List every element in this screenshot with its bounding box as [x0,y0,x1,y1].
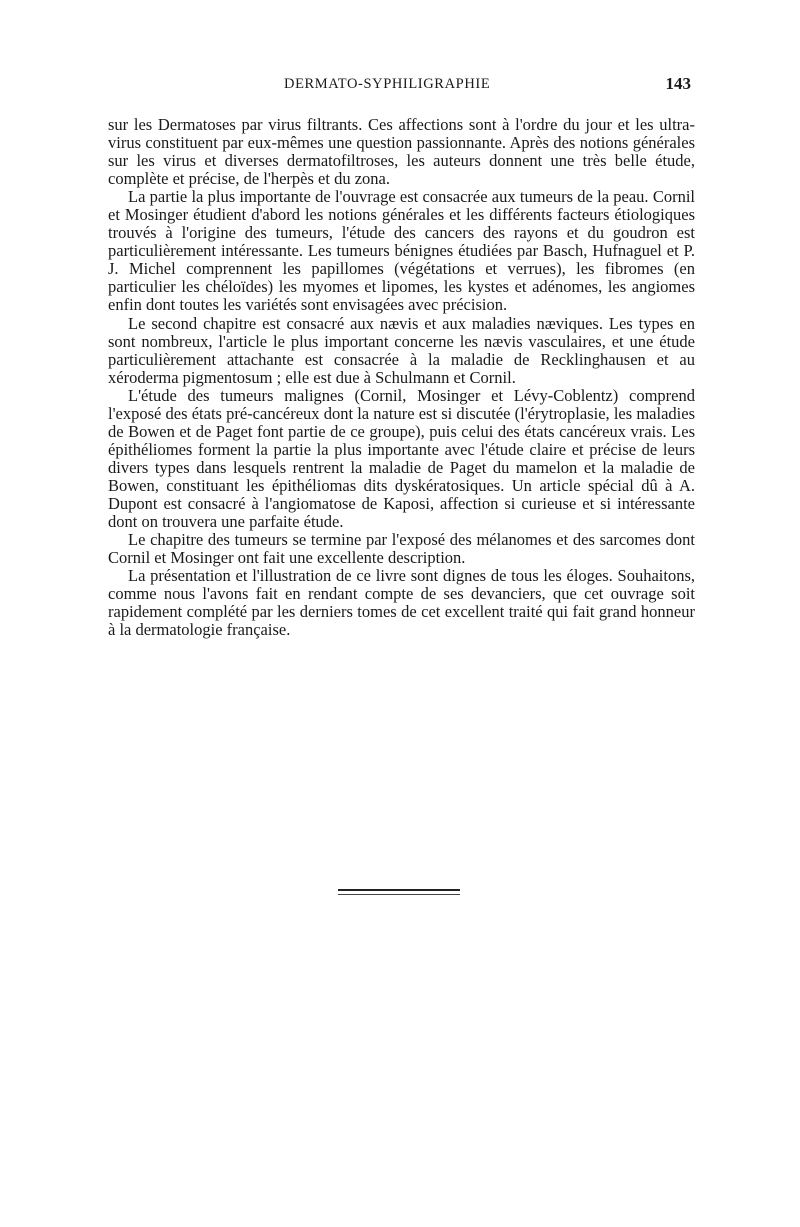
paragraph-2: La partie la plus importante de l'ouvrage est consacrée aux tumeurs de la peau. Cornil et Mosinger étudient d'abord les notions générales et les différents facteurs étiologiques trouvés à l'origine des tumeurs, l'étude des cancers des rayons et du goudron est particulièrement intéressante. Les tumeurs bénignes étudiées par Basch, Hufnaguel et P. J. Michel comprennent les papillomes (végétations et verrues), les fibromes (en particulier les chéloïdes) les myomes et lipomes, les kystes et adénomes, les angiomes enfin dont toutes les variétés sont envisagées avec précision. [108,187,695,315]
paragraph-3: Le second chapitre est consacré aux nævis et aux maladies næviques. Les types en sont nombreux, l'article le plus important concerne les nævis vasculaires, et une étude particulièrement attachante est consacrée à la maladie de Recklinghausen et au xéroderma pigmentosum ; elle est due à Schulmann et Cornil. [108,313,695,387]
paragraph-6: La présentation et l'illustration de ce livre sont dignes de tous les éloges. Souhaitons, comme nous l'avons fait en rendant compte de ses devanciers, que cet ouvrage soit rapidement complété par les derniers tomes de cet excellent traité qui fait grand honneur à la dermatologie française. [108,566,695,640]
paragraph-5: Le chapitre des tumeurs se termine par l'exposé des mélanomes et des sarcomes dont Cornil et Mosinger ont fait une excellente description. [108,530,695,568]
page-number: 143 [665,74,691,93]
running-title: DERMATO-SYPHILIGRAPHIE [284,76,491,92]
body-text [108,116,695,639]
section-end-rule [338,889,460,891]
running-head [108,74,695,100]
paragraph-1: sur les Dermatoses par virus filtrants. Ces affections sont à l'ordre du jour et les ultra-virus constituent par eux-mêmes une question passionnante. Après des notions générales sur les virus et diverses dermatofiltroses, les auteurs donnent une très belle étude, complète et précise, de l'herpès et du zona. [108,115,695,189]
section-end-rule-thin [338,894,460,895]
paragraph-4: L'étude des tumeurs malignes (Cornil, Mosinger et Lévy-Coblentz) comprend l'exposé des états pré-cancéreux dont la nature est si discutée (l'érytroplasie, les maladies de Bowen et de Paget font partie de ce groupe), puis celui des états cancéreux vrais. Les épithéliomes forment la partie la plus importante avec l'étude claire et précise de leurs divers types dans lesquels rentrent la maladie de Paget du mamelon et la maladie de Bowen, constituant les épithéliomas dits dyskératosiques. Un article spécial dû à A. Dupont est consacré à l'angiomatose de Kaposi, affection si curieuse et si intéressante dont on trouvera une parfaite étude. [108,385,695,532]
book-page [108,74,695,639]
